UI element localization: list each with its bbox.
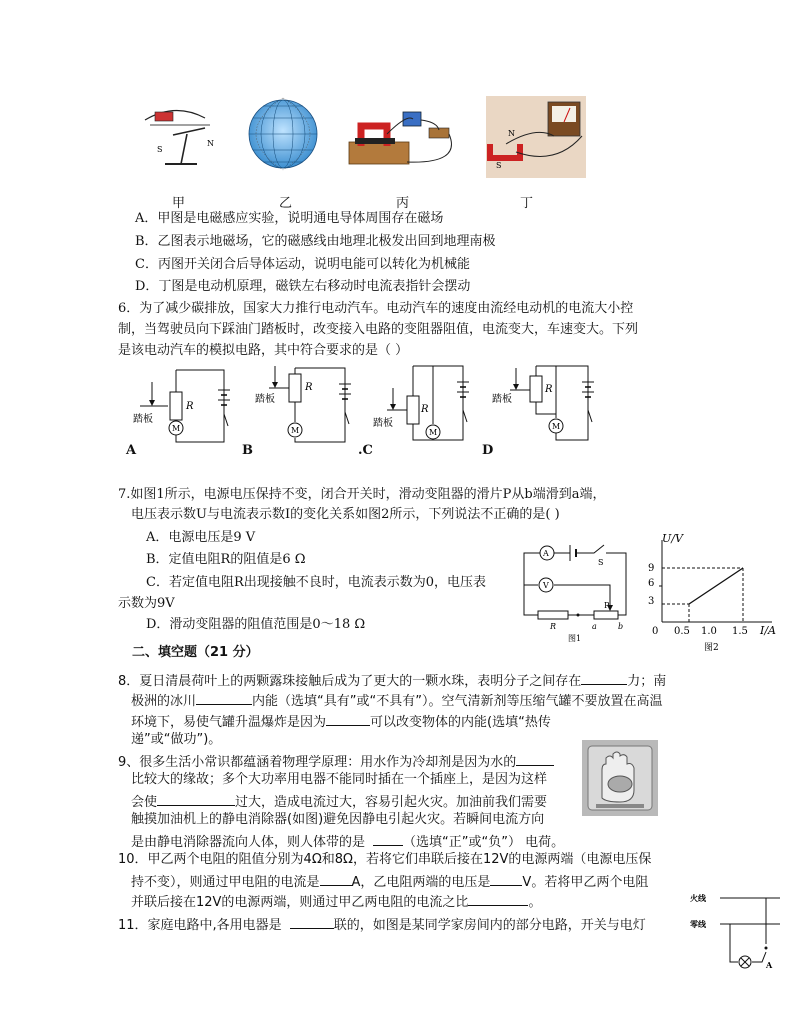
circuit-d [492, 360, 602, 450]
q9-blank-1[interactable] [516, 751, 554, 766]
household-circuit [690, 888, 786, 968]
q9-text-1a: 9、很多生活小常识都蕴涵着物理学原理：用水作为冷却剂是因为水的 [118, 755, 517, 770]
fig1-b-label: b [618, 622, 624, 631]
fig2-caption: 图2 [704, 643, 719, 653]
figure-ding [486, 96, 586, 178]
q8-line-4: 递”或“做功”)。 [131, 732, 222, 747]
q5-option-d: D．丁图是电动机原理，磁铁左右移动时电流表指针会摆动 [135, 279, 471, 294]
section-2-title: 二、填空题（21 分） [132, 645, 259, 660]
static-eliminator-photo [582, 740, 658, 816]
q8-text-2b: 内能（选填“具有”或“不具有”）。空气清新剂等压缩气罐不要放置在高温 [252, 694, 663, 709]
circuit-b-r-label: R [305, 382, 313, 393]
q7-line-2: 电压表示数U与电流表示数I的变化关系如图2所示，下列说法不正确的是( ) [131, 507, 560, 522]
q10-text-3b: 。 [528, 895, 542, 910]
circuit-a-pedal: 踏板 [133, 414, 153, 425]
figure-yi [237, 96, 329, 174]
q9-blank-2[interactable] [157, 791, 235, 806]
fig2-ytick-9: 9 [648, 563, 655, 574]
q9-text-3b: 过大，造成电流过大，容易引起火灾。加油前我们需要 [235, 795, 548, 810]
q8-line-2 [131, 690, 662, 711]
q10-blank-2[interactable] [490, 871, 522, 886]
fig2-xtick-05: 0.5 [674, 626, 690, 637]
q9-blank-3[interactable] [373, 831, 403, 846]
q8-text-3b: 可以改变物体的内能(选填“热传 [370, 715, 551, 730]
figure-bing [347, 104, 462, 174]
label-n-jia: N [207, 139, 214, 148]
q8-text-1a: 8．夏日清晨荷叶上的两颗露珠接触后成为了更大的一颗水珠，表明分子之间存在 [118, 674, 582, 689]
circuit-b [255, 362, 365, 452]
q11-text-1a: 11．家庭电路中,各用电器是 [118, 918, 282, 933]
q10-text-2b: A，乙电阻两端的电压是 [351, 875, 491, 890]
circuit-d-pedal: 踏板 [492, 394, 512, 405]
fig2-xtick-10: 1.0 [701, 626, 717, 637]
zero-line-label: 零线 [690, 919, 706, 929]
q5-option-b: B．乙图表示地磁场，它的磁感线由地理北极发出回到地理南极 [135, 234, 496, 249]
circuit-b-m-label: M [291, 426, 300, 435]
q9-text-5a: 是由静电消除器流向人体，则人体带的是 [131, 835, 366, 850]
circuit-d-m-label: M [552, 422, 561, 431]
q8-line-3 [131, 711, 551, 732]
q6-line-3: 是该电动汽车的模拟电路，其中符合要求的是（ ） [118, 343, 409, 358]
circuit-a-r-label: R [186, 401, 194, 412]
caption-ding: 丁 [520, 196, 534, 211]
q7-figure-2 [648, 530, 783, 653]
q10-blank-1[interactable] [320, 871, 352, 886]
q7-option-c-cont: 示数为9V [118, 596, 175, 611]
fig2-ytick-6: 6 [648, 578, 655, 589]
fig1-a-label: a [592, 622, 597, 631]
circuit-b-pedal: 踏板 [255, 394, 275, 405]
circuit-c [373, 360, 483, 450]
q8-line-1 [118, 670, 666, 691]
circuit-c-r-label: R [421, 404, 429, 415]
fig2-xtick-0: 0 [652, 626, 659, 637]
circuit-d-r-label: R [545, 384, 553, 395]
caption-bing: 丙 [396, 196, 410, 211]
q8-blank-2[interactable] [196, 690, 252, 705]
caption-jia: 甲 [172, 196, 186, 211]
q6-choice-c: .C [358, 443, 373, 458]
fig2-ytick-3: 3 [648, 596, 655, 607]
q8-text-3a: 环境下，易使气罐升温爆炸是因为 [131, 715, 327, 730]
point-a-label: A [766, 960, 773, 970]
q10-line-2 [131, 871, 648, 892]
q5-option-a: A．甲图是电磁感应实验，说明通电导体周围存在磁场 [135, 211, 444, 226]
q10-text-2c: V。若将甲乙两个电阻 [522, 875, 649, 890]
fig2-xtick-15: 1.5 [732, 626, 748, 637]
q10-text-3a: 并联后接在12V的电源两端，则通过甲乙两电阻的电流之比 [131, 895, 469, 910]
circuit-c-m-label: M [429, 428, 438, 437]
label-n-ding: N [508, 129, 515, 138]
q8-text-2a: 极洲的冰川 [131, 694, 197, 709]
q11-blank-1[interactable] [290, 914, 334, 929]
q11-line-1 [118, 914, 646, 935]
q6-choice-a: A [126, 443, 137, 458]
q6-choice-d: D [482, 443, 494, 458]
q6-line-1: 6．为了减少碳排放，国家大力推行电动汽车。电动汽车的速度由流经电动机的电流大小控 [118, 301, 634, 316]
q9-line-4: 触摸加油机上的静电消除器(如图)避免因静电引起火灾。若瞬间电流方向 [131, 812, 545, 827]
q9-text-3a: 会使 [131, 795, 158, 810]
q10-line-1: 10．甲乙两个电阻的阻值分别为4Ω和8Ω，若将它们串联后接在12V的电源两端（电源电压保 [118, 852, 652, 867]
fig1-switch-label: S [598, 558, 604, 567]
label-s-ding: S [496, 161, 502, 170]
fire-line-label: 火线 [690, 893, 706, 903]
fig1-caption: 图1 [568, 634, 582, 643]
q9-text-5b: （选填“正”或“负”） 电荷。 [403, 835, 565, 850]
q9-line-2: 比较大的缘故；多个大功率用电器不能同时插在一个插座上，是因为这样 [131, 772, 548, 787]
q10-line-3 [131, 891, 541, 912]
fig1-ammeter-label: A [543, 549, 549, 558]
circuit-a [130, 362, 240, 452]
q6-line-2: 制，当驾驶员向下踩油门踏板时，改变接入电路的变阻器阻值，电流变大，车速变大。下列 [118, 322, 639, 337]
q7-option-c: C．若定值电阻R出现接触不良时，电流表示数为0，电压表 [146, 575, 487, 590]
q8-blank-1[interactable] [581, 670, 627, 685]
q7-option-d: D．滑动变阻器的阻值范围是0～18 Ω [146, 617, 366, 632]
q6-choice-b: B [242, 443, 253, 458]
caption-yi: 乙 [279, 196, 293, 211]
q10-blank-3[interactable] [468, 891, 528, 906]
fig1-voltmeter-label: V [543, 581, 549, 590]
fig2-data-line [689, 568, 743, 604]
q8-text-1b: 力；南 [627, 674, 667, 689]
q7-figure-1 [518, 533, 638, 643]
q7-option-a: A．电源电压是9 V [146, 530, 256, 545]
q9-line-3 [131, 791, 547, 812]
q8-blank-3[interactable] [326, 711, 370, 726]
circuit-a-m-label: M [172, 424, 181, 433]
q9-line-5 [131, 831, 564, 852]
fig1-r-label: R [550, 622, 557, 631]
fig1-p-label: P [604, 601, 610, 610]
figure-jia [135, 100, 225, 170]
fig2-ylabel: U/V [662, 532, 683, 545]
label-s-jia: S [157, 145, 163, 154]
q5-option-c: C．丙图开关闭合后导体运动，说明电能可以转化为机械能 [135, 257, 470, 272]
q9-line-1 [118, 751, 554, 772]
q11-text-1b: 联的，如图是某同学家房间内的部分电路，开关与电灯 [333, 918, 646, 933]
q10-text-2a: 持不变），则通过甲电阻的电流是 [131, 875, 320, 890]
q7-line-1: 7.如图1所示，电源电压保持不变，闭合开关时，滑动变阻器的滑片P从b端滑到a端， [118, 487, 606, 502]
q7-option-b: B．定值电阻R的阻值是6 Ω [146, 552, 306, 567]
circuit-c-pedal: 踏板 [373, 418, 393, 429]
fig2-xlabel: I/A [760, 624, 776, 637]
